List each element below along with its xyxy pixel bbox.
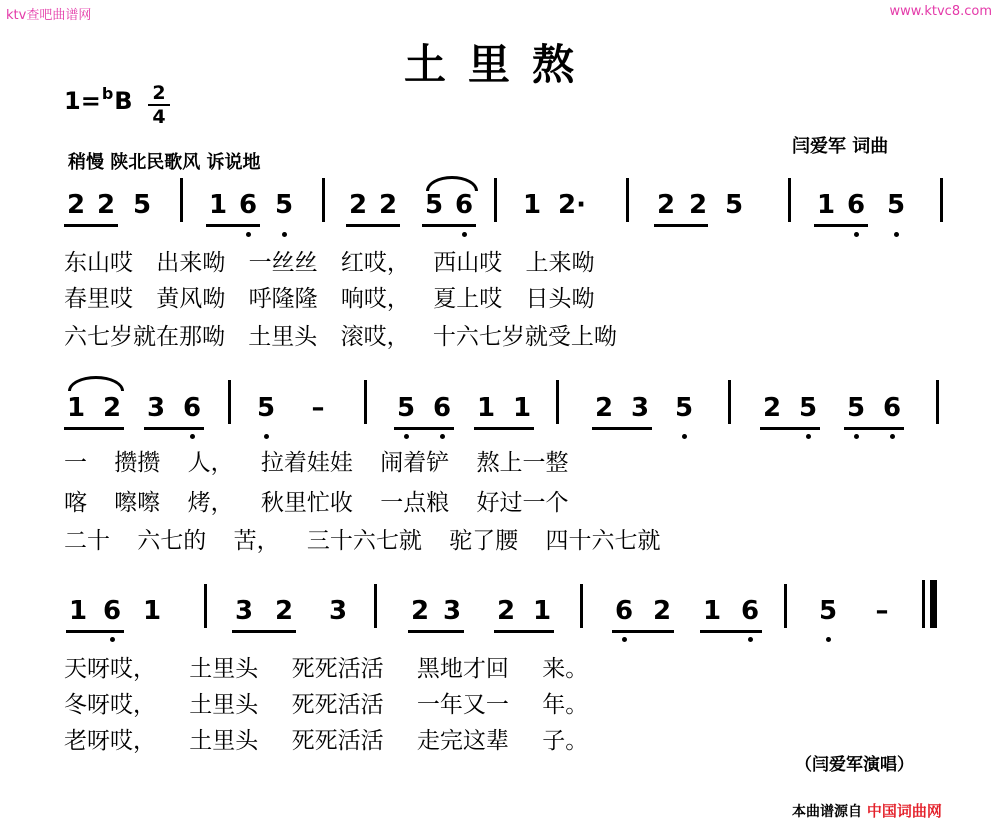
flat-symbol: b [101, 84, 114, 103]
note: 1 [68, 596, 88, 626]
note: 1 [66, 393, 86, 423]
note: 6 [846, 190, 866, 220]
underline [144, 427, 204, 430]
note: – [311, 393, 325, 423]
note: 1 [702, 596, 722, 626]
low-octave-dot [622, 637, 627, 642]
note: 2 [496, 596, 516, 626]
note: 6 [432, 393, 452, 423]
song-title: 土里熬 [403, 40, 596, 89]
low-octave-dot [854, 232, 859, 237]
lyric-line: 喀 嚓嚓 烤， 秋里忙收 一点粮 好过一个 [64, 490, 569, 516]
underline [422, 224, 476, 227]
barline [728, 380, 731, 424]
barline [322, 178, 325, 222]
barline [940, 178, 943, 222]
low-octave-dot [246, 232, 251, 237]
final-barline-thick [930, 580, 937, 628]
note: 1 [476, 393, 496, 423]
note: 2· [558, 190, 586, 220]
note: 2 [348, 190, 368, 220]
note: 6 [454, 190, 474, 220]
key-note: B [114, 87, 133, 115]
note: 2 [378, 190, 398, 220]
barline [204, 584, 207, 628]
note: 1 [816, 190, 836, 220]
lyric-line: 春里哎 黄风呦 呼隆隆 响哎， 夏上哎 日头呦 [64, 286, 595, 312]
note: – [875, 596, 889, 626]
underline [64, 224, 118, 227]
note: 2 [688, 190, 708, 220]
slur [68, 376, 124, 391]
note: 2 [274, 596, 294, 626]
underline [760, 427, 820, 430]
slur [426, 176, 478, 191]
note: 5 [256, 393, 276, 423]
lyric-line: 东山哎 出来呦 一丝丝 红哎， 西山哎 上来呦 [64, 250, 595, 276]
note: 5 [424, 190, 444, 220]
low-octave-dot [890, 434, 895, 439]
underline [700, 630, 762, 633]
underline [394, 427, 454, 430]
low-octave-dot [748, 637, 753, 642]
note: 2 [656, 190, 676, 220]
lyric-line: 二十 六七的 苦， 三十六七就 驼了腰 四十六七就 [64, 528, 661, 554]
performer-credit: （闫爱军演唱） [795, 755, 914, 775]
barline [228, 380, 231, 424]
low-octave-dot [264, 434, 269, 439]
underline [844, 427, 904, 430]
barline [180, 178, 183, 222]
note: 2 [594, 393, 614, 423]
note: 6 [238, 190, 258, 220]
barline [364, 380, 367, 424]
underline [408, 630, 464, 633]
time-signature [148, 82, 170, 128]
lyric-line: 冬呀哎， 土里头 死死活活 一年又一 年。 [64, 692, 589, 718]
low-octave-dot [806, 434, 811, 439]
note: 3 [234, 596, 254, 626]
note: 5 [846, 393, 866, 423]
lyric-line: 老呀哎， 土里头 死死活活 走完这辈 子。 [64, 728, 589, 754]
note: 3 [630, 393, 650, 423]
note: 5 [132, 190, 152, 220]
note: 6 [614, 596, 634, 626]
note: 2 [96, 190, 116, 220]
underline [592, 427, 652, 430]
underline [232, 630, 296, 633]
low-octave-dot [682, 434, 687, 439]
low-octave-dot [110, 637, 115, 642]
low-octave-dot [826, 637, 831, 642]
underline [206, 224, 260, 227]
key-signature [64, 84, 133, 115]
low-octave-dot [440, 434, 445, 439]
low-octave-dot [462, 232, 467, 237]
underline [66, 630, 124, 633]
note: 5 [396, 393, 416, 423]
note: 1 [532, 596, 552, 626]
key-prefix: 1= [64, 87, 101, 115]
tempo-marking: 稍慢 陕北民歌风 诉说地 [68, 152, 261, 173]
source-prefix: 本曲谱源自 [792, 804, 862, 820]
barline [784, 584, 787, 628]
source-site: 中国词曲网 [866, 802, 942, 820]
note: 1 [208, 190, 228, 220]
final-barline-thin [922, 580, 925, 628]
note: 5 [886, 190, 906, 220]
barline [374, 584, 377, 628]
lyric-line: 天呀哎， 土里头 死死活活 黑地才回 来。 [64, 656, 589, 682]
barline [580, 584, 583, 628]
note: 6 [740, 596, 760, 626]
underline [654, 224, 708, 227]
lyric-line: 一 攒攒 人， 拉着娃娃 闹着铲 熬上一整 [64, 450, 569, 476]
underline [64, 427, 124, 430]
barline [626, 178, 629, 222]
low-octave-dot [854, 434, 859, 439]
note: 5 [724, 190, 744, 220]
underline [346, 224, 400, 227]
note: 1 [512, 393, 532, 423]
barline [494, 178, 497, 222]
note: 2 [410, 596, 430, 626]
author-credit: 闫爱军 词曲 [792, 136, 889, 157]
note: 2 [652, 596, 672, 626]
note: 2 [66, 190, 86, 220]
note: 5 [818, 596, 838, 626]
note: 2 [102, 393, 122, 423]
note: 3 [146, 393, 166, 423]
barline [556, 380, 559, 424]
low-octave-dot [894, 232, 899, 237]
barline [936, 380, 939, 424]
note: 5 [798, 393, 818, 423]
note: 5 [274, 190, 294, 220]
note: 2 [762, 393, 782, 423]
source-credit [792, 800, 942, 821]
watermark-left: ktv查吧曲谱网 [6, 8, 92, 23]
underline [612, 630, 674, 633]
low-octave-dot [190, 434, 195, 439]
underline [814, 224, 868, 227]
watermark-right: www.ktvc8.com [889, 4, 992, 19]
note: 1 [142, 596, 162, 626]
note: 3 [442, 596, 462, 626]
note: 1 [522, 190, 542, 220]
barline [788, 178, 791, 222]
note: 3 [328, 596, 348, 626]
note: 6 [882, 393, 902, 423]
underline [474, 427, 534, 430]
time-bottom: 4 [152, 106, 166, 128]
time-top: 2 [148, 82, 170, 106]
lyric-line: 六七岁就在那呦 土里头 滚哎， 十六七岁就受上呦 [64, 324, 617, 350]
underline [494, 630, 554, 633]
note: 5 [674, 393, 694, 423]
note: 6 [102, 596, 122, 626]
note: 6 [182, 393, 202, 423]
low-octave-dot [282, 232, 287, 237]
low-octave-dot [404, 434, 409, 439]
